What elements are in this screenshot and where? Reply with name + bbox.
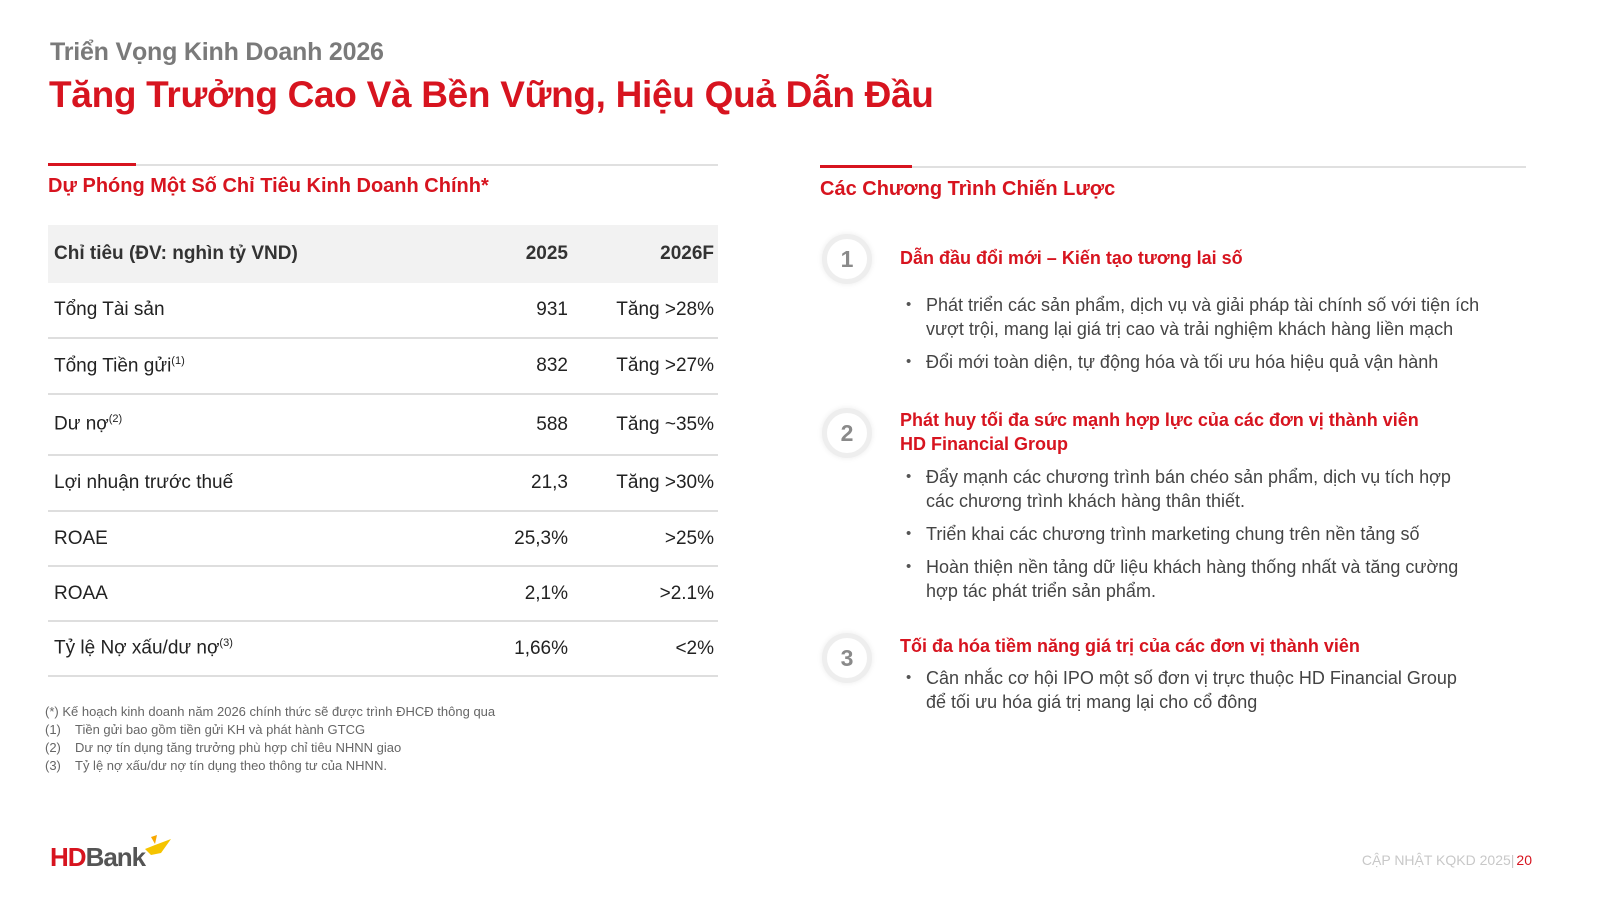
row-2026f: <2%: [675, 637, 714, 659]
row-2025: 832: [536, 355, 568, 376]
footnote-ref: (1): [171, 354, 185, 367]
row-2025: 25,3%: [514, 527, 568, 549]
footer-label: CẬP NHẬT KQKD 2025| 20: [1361, 852, 1532, 868]
hdbank-logo: [50, 835, 173, 873]
number-badge: 2: [822, 408, 872, 458]
row-2026f: >25%: [664, 527, 714, 549]
row-2025: 2,1%: [524, 582, 568, 604]
left-section-title: Dự Phóng Một Số Chỉ Tiêu Kinh Doanh Chính*: [48, 175, 489, 197]
header-2025: 2025: [525, 243, 568, 264]
footnote: (3) Tỷ lệ nợ xấu/dư nợ tín dụng theo thông tư của NHNN.: [45, 758, 387, 773]
bullet-item: • Hoàn thiện nền tảng dữ liệu khách hàng thống nhất và tăng cường hợp tác phát triển sản phẩm.: [904, 555, 1469, 603]
program-title: Tối đa hóa tiềm năng giá trị của các đơn vị thành viên: [900, 636, 1360, 656]
bullet-item: • Phát triển các sản phẩm, dịch vụ và giải pháp tài chính số với tiện ích vượt trội, mang lại giá trị cao và trải nghiệm khách hàng liền mạch: [904, 293, 1494, 341]
program-bullets: [904, 465, 1494, 612]
table-row: [48, 512, 718, 567]
row-label: ROAE: [54, 527, 108, 549]
header-indicator: Chỉ tiêu (ĐV: nghìn tỷ VND): [54, 243, 298, 264]
row-label: Tổng Tài sản: [54, 299, 165, 320]
logo-hd: HD: [50, 842, 86, 872]
bullet-item: • Triển khai các chương trình marketing chung trên nền tảng số: [904, 522, 1494, 546]
right-section-title: Các Chương Trình Chiến Lược: [820, 178, 1116, 200]
row-2026f: Tăng >30%: [616, 472, 714, 493]
row-label: Tổng Tiền gửi: [54, 355, 172, 377]
page-subtitle: Triển Vọng Kinh Doanh 2026: [50, 38, 384, 66]
left-section-divider: [48, 164, 718, 166]
table-row: [48, 456, 718, 512]
footnotes: [45, 703, 495, 775]
row-label: Tỷ lệ Nợ xấu/dư nợ: [54, 637, 220, 659]
table-row: [48, 567, 718, 622]
bullet-item: • Cân nhắc cơ hội IPO một số đơn vị trực thuộc HD Financial Group để tối ưu hóa giá trị mang lại cho cổ đông: [904, 666, 1479, 714]
row-2026f: Tăng >27%: [616, 355, 714, 376]
table-row: [48, 283, 718, 339]
right-section-divider: [820, 166, 1526, 168]
row-2025: 588: [536, 413, 568, 435]
row-2026f: Tăng >28%: [616, 299, 714, 320]
row-2025: 1,66%: [514, 637, 568, 659]
footnote-ref: (3): [219, 637, 233, 650]
number-badge: 1: [822, 234, 872, 284]
program-title: Dẫn đầu đổi mới – Kiến tạo tương lai số: [900, 248, 1243, 268]
program-bullets: [904, 666, 1494, 723]
footnote: (*) Kế hoạch kinh doanh năm 2026 chính thức sẽ được trình ĐHCĐ thông qua: [45, 704, 496, 719]
header-2026f: 2026F: [660, 243, 714, 264]
page-title: Tăng Trưởng Cao Và Bền Vững, Hiệu Quả Dẫn Đầu: [49, 74, 934, 115]
program-title: Phát huy tối đa sức mạnh hợp lực của các đơn vị thành viên HD Financial Group: [900, 410, 1419, 454]
table-row: [48, 339, 718, 395]
bullet-item: • Đẩy mạnh các chương trình bán chéo sản phẩm, dịch vụ tích hợp các chương trình khách hàng thân thiết.: [904, 465, 1464, 513]
footnote: (2) Dư nợ tín dụng tăng trưởng phù hợp chỉ tiêu NHNN giao: [45, 740, 402, 755]
row-label: Lợi nhuận trước thuế: [54, 472, 234, 493]
page-number: 20: [1516, 852, 1532, 868]
row-2026f: Tăng ~35%: [616, 413, 714, 435]
logo-bank: Bank: [85, 842, 146, 872]
program-bullets: [904, 293, 1494, 383]
footnote-ref: (2): [108, 413, 123, 426]
kpi-table: [48, 225, 718, 677]
footnote: (1) Tiền gửi bao gồm tiền gửi KH và phát hành GTCG: [45, 722, 366, 737]
table-row: [48, 622, 718, 677]
number-badge: 3: [822, 633, 872, 683]
row-2025: 931: [536, 299, 568, 320]
sun-icon: [143, 835, 173, 859]
row-label: ROAA: [54, 582, 108, 604]
bullet-item: • Đổi mới toàn diện, tự động hóa và tối ưu hóa hiệu quả vận hành: [904, 350, 1494, 374]
table-row: [48, 395, 718, 456]
row-2026f: >2.1%: [659, 582, 714, 604]
row-label: Dư nợ: [54, 413, 109, 435]
row-2025: 21,3: [531, 472, 568, 493]
table-header-row: [48, 225, 718, 283]
